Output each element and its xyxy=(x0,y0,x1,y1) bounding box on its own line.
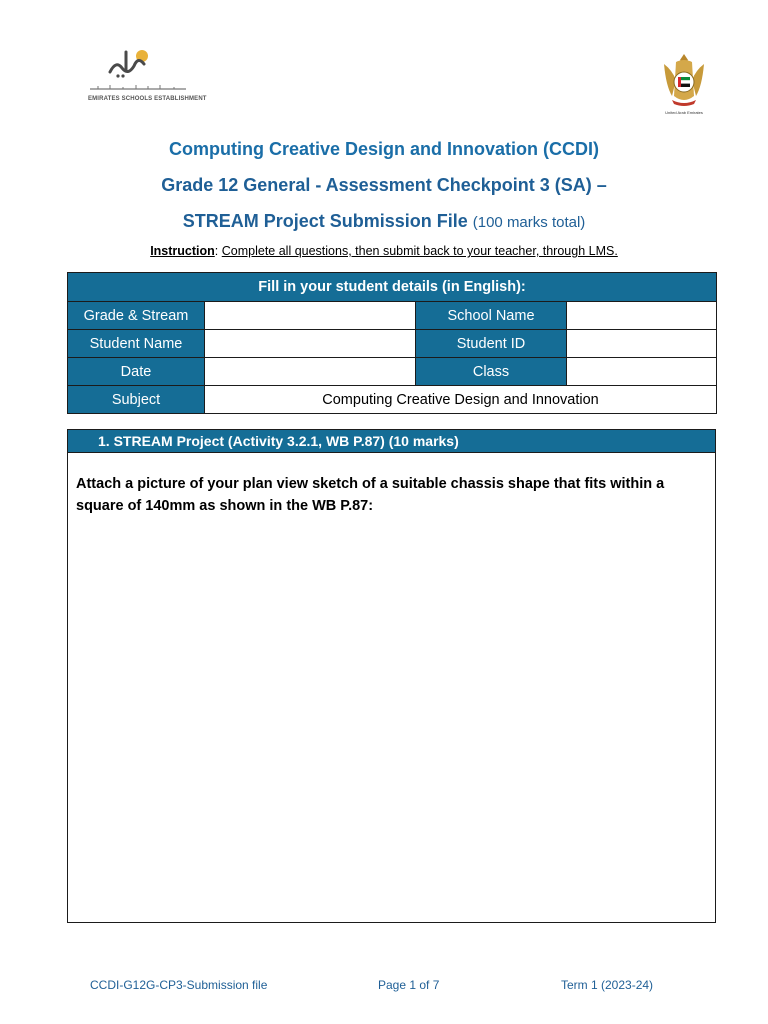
subject-label: Subject xyxy=(68,386,205,414)
total-marks: (100 marks total) xyxy=(472,214,586,231)
question-1-box xyxy=(67,429,716,923)
class-label: Class xyxy=(416,358,567,386)
footer-doc-code: CCDI-G12G-CP3-Submission file xyxy=(90,978,268,992)
ese-english-name: EMIRATES SCHOOLS ESTABLISHMENT xyxy=(88,96,207,102)
footer-page-number: Page 1 of 7 xyxy=(378,978,440,992)
footer-term: Term 1 (2023-24) xyxy=(561,978,654,992)
uae-emblem xyxy=(658,50,710,116)
assessment-title: Grade 12 General - Assessment Checkpoint 3 (SA) – xyxy=(161,175,607,195)
student-details-table xyxy=(67,272,717,414)
student-id-field[interactable] xyxy=(567,330,717,358)
grade-stream-field[interactable] xyxy=(205,302,416,330)
date-field[interactable] xyxy=(205,358,416,386)
student-name-label: Student Name xyxy=(68,330,205,358)
instruction xyxy=(0,243,768,259)
submission-title xyxy=(0,210,768,234)
ese-logo xyxy=(88,42,207,108)
instruction-label: Instruction xyxy=(150,244,215,258)
course-title: Computing Creative Design and Innovation (CCDI) xyxy=(168,139,599,159)
falcon-emblem-icon xyxy=(658,50,710,110)
instruction-colon: : xyxy=(214,244,219,258)
school-name-field[interactable] xyxy=(567,302,717,330)
question-1-heading: 1. STREAM Project (Activity 3.2.1, WB P.87) (10 marks) xyxy=(68,430,715,453)
details-header: Fill in your student details (in English): xyxy=(68,273,717,302)
ese-arabic-subtitle-graphic xyxy=(88,83,188,93)
class-field[interactable] xyxy=(567,358,717,386)
instruction-text: Complete all questions, then submit back to your teacher, through LMS. xyxy=(221,244,618,258)
date-label: Date xyxy=(68,358,205,386)
ese-logo-mark-icon xyxy=(106,46,150,80)
student-name-field[interactable] xyxy=(205,330,416,358)
submission-title-main: STREAM Project Submission File xyxy=(182,211,468,231)
student-id-label: Student ID xyxy=(416,330,567,358)
question-1-prompt: Attach a picture of your plan view sketch of a suitable chassis shape that fits within a square of 140mm as shown in the WB P.87: xyxy=(76,476,665,514)
emblem-caption: United Arab Emirates xyxy=(665,110,703,115)
grade-stream-label: Grade & Stream xyxy=(68,302,205,330)
school-name-label: School Name xyxy=(416,302,567,330)
subject-value: Computing Creative Design and Innovation xyxy=(205,386,717,414)
